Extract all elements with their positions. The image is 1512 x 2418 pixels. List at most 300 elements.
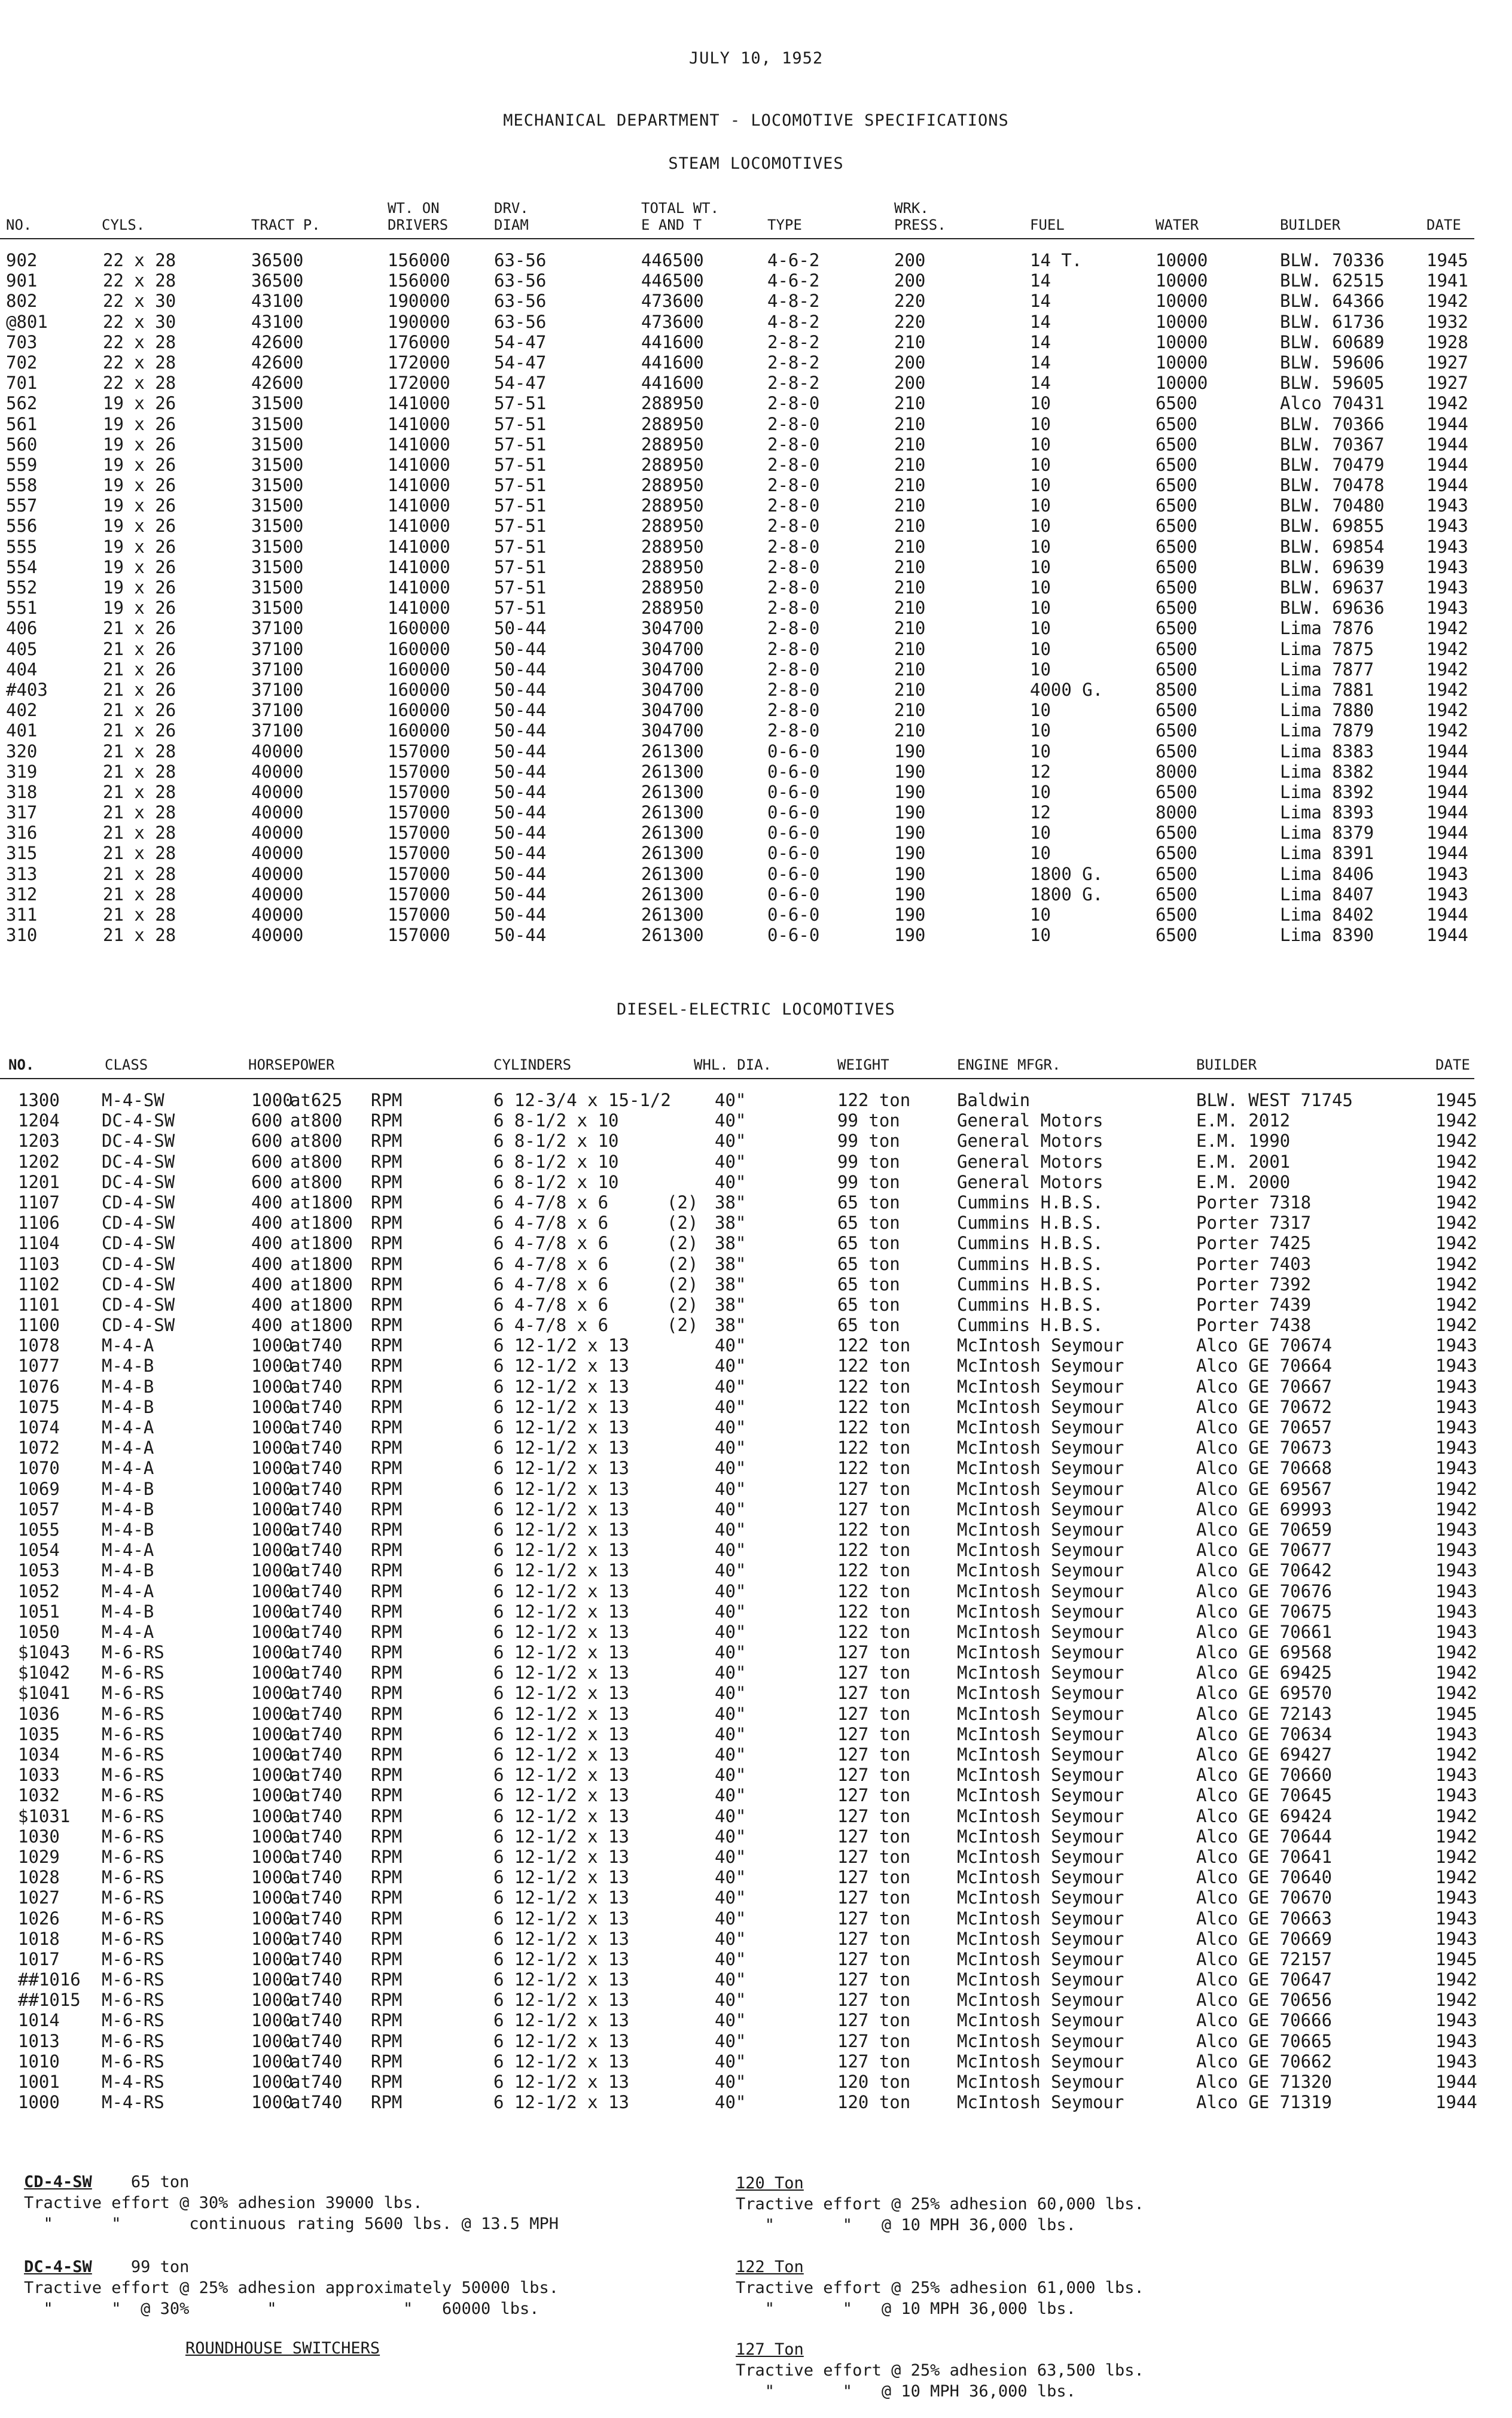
diesel-row [0, 1908, 1512, 1929]
diesel-cell-wt: 122 ton [837, 1458, 911, 1479]
diesel-cell-hp: 1000 [251, 1356, 293, 1377]
diesel-cell-whl: 40" [715, 1540, 746, 1561]
diesel-cell-no: 1010 [18, 2051, 60, 2072]
diesel-cell-at: at [290, 1213, 311, 1234]
diesel-cell-class: M-4-A [102, 1580, 154, 1601]
steam-header-press: WRK. PRESS. [894, 200, 946, 233]
steam-cell-type: 2-8-0 [767, 454, 820, 475]
diesel-cell-class: M-6-RS [102, 1990, 164, 2011]
steam-cell-press: 210 [894, 659, 926, 680]
diesel-cell-class: CD-4-SW [102, 1274, 175, 1295]
diesel-cell-cyl: 6 12-1/2 x 13 [493, 1417, 629, 1438]
steam-cell-builder: Lima 8392 [1280, 781, 1374, 802]
diesel-cell-whl: 40" [715, 1601, 746, 1622]
diesel-row [0, 1295, 1512, 1315]
diesel-cell-no: 1035 [18, 1723, 60, 1744]
diesel-cell-rpm: 740 [311, 2051, 343, 2072]
diesel-cell-class: M-6-RS [102, 1703, 164, 1724]
note-120-line1: Tractive effort @ 25% adhesion 60,000 lbs. [736, 2195, 1144, 2213]
diesel-cell-at: at [290, 2051, 311, 2072]
diesel-cell-hp: 1000 [251, 1396, 293, 1417]
steam-cell-wt: 157000 [388, 802, 450, 823]
steam-cell-cyls: 19 x 26 [103, 475, 176, 496]
steam-cell-no: 551 [6, 598, 38, 619]
steam-header-drv: DRV. DIAM [494, 200, 529, 233]
diesel-cell-whl: 40" [715, 1171, 746, 1192]
diesel-cell-date: 1943 [1435, 1580, 1477, 1601]
diesel-cell-whl: 40" [715, 1438, 746, 1458]
steam-cell-no: 552 [6, 577, 38, 598]
diesel-cell-at: at [290, 1683, 311, 1704]
steam-row [0, 516, 1512, 536]
diesel-cell-rpm: 740 [311, 1396, 343, 1417]
diesel-cell-whl: 40" [715, 1928, 746, 1949]
diesel-cell-at: at [290, 1458, 311, 1479]
steam-cell-drv: 57-51 [494, 393, 547, 414]
diesel-cell-rpm-unit: RPM [371, 1274, 403, 1295]
steam-cell-tract: 40000 [251, 761, 304, 782]
steam-cell-builder: BLW. 70478 [1280, 475, 1385, 496]
steam-cell-press: 210 [894, 475, 926, 496]
steam-row [0, 802, 1512, 823]
steam-cell-date: 1941 [1426, 270, 1468, 291]
steam-cell-drv: 57-51 [494, 536, 547, 557]
diesel-cell-no: ##1015 [18, 1990, 81, 2011]
steam-cell-builder: Lima 8407 [1280, 884, 1374, 905]
diesel-cell-wt: 99 ton [837, 1171, 900, 1192]
diesel-cell-date: 1943 [1435, 1560, 1477, 1581]
diesel-cell-class: M-4-B [102, 1356, 154, 1377]
steam-cell-builder: Lima 7877 [1280, 659, 1374, 680]
steam-cell-type: 0-6-0 [767, 741, 820, 762]
diesel-cell-eng: General Motors [957, 1131, 1103, 1152]
diesel-cell-eng: McIntosh Seymour [957, 1683, 1124, 1704]
steam-row [0, 762, 1512, 782]
steam-cell-no: 319 [6, 761, 38, 782]
diesel-cell-no: $1031 [18, 1805, 71, 1826]
diesel-cell-no: 1051 [18, 1601, 60, 1622]
diesel-cell-at: at [290, 2030, 311, 2051]
diesel-cell-rpm-unit: RPM [371, 1662, 403, 1683]
diesel-cell-whl: 40" [715, 1335, 746, 1356]
diesel-cell-rpm: 740 [311, 1969, 343, 1990]
steam-cell-press: 210 [894, 536, 926, 557]
steam-cell-date: 1942 [1426, 659, 1468, 680]
steam-cell-date: 1943 [1426, 577, 1468, 598]
steam-cell-date: 1943 [1426, 598, 1468, 619]
diesel-cell-whl: 40" [715, 1519, 746, 1540]
steam-cell-cyls: 22 x 28 [103, 352, 176, 373]
diesel-cell-hp: 1000 [251, 1805, 293, 1826]
steam-row [0, 884, 1512, 905]
diesel-cell-eng: McIntosh Seymour [957, 1723, 1124, 1744]
diesel-cell-date: 1942 [1435, 1274, 1477, 1295]
steam-cell-cyls: 21 x 28 [103, 843, 176, 864]
diesel-row [0, 1601, 1512, 1622]
steam-cell-cyls: 19 x 26 [103, 577, 176, 598]
steam-cell-water: 6500 [1156, 454, 1197, 475]
diesel-cell-class: M-4-SW [102, 1090, 164, 1110]
steam-cell-tract: 37100 [251, 700, 304, 721]
diesel-row [0, 1458, 1512, 1478]
diesel-cell-no: 1203 [18, 1131, 60, 1152]
diesel-cell-rpm-unit: RPM [371, 1621, 403, 1642]
steam-cell-builder: Alco 70431 [1280, 393, 1385, 414]
steam-cell-water: 6500 [1156, 434, 1197, 455]
diesel-cell-cyl-note: (2) [667, 1253, 699, 1274]
steam-cell-date: 1928 [1426, 331, 1468, 352]
diesel-cell-cyl-note: (2) [667, 1192, 699, 1213]
steam-cell-wt: 141000 [388, 393, 450, 414]
diesel-cell-wt: 127 ton [837, 1662, 911, 1683]
diesel-cell-whl: 40" [715, 1969, 746, 1990]
diesel-header-cyl: CYLINDERS [493, 1056, 572, 1073]
diesel-cell-no: $1041 [18, 1683, 71, 1704]
diesel-cell-at: at [290, 1846, 311, 1867]
steam-cell-press: 210 [894, 720, 926, 741]
diesel-cell-hp: 1000 [251, 1928, 293, 1949]
diesel-cell-no: 1077 [18, 1356, 60, 1377]
diesel-cell-rpm-unit: RPM [371, 1805, 403, 1826]
diesel-cell-cyl: 6 12-1/2 x 13 [493, 1540, 629, 1561]
diesel-cell-date: 1942 [1435, 1192, 1477, 1213]
steam-row [0, 332, 1512, 352]
diesel-row [0, 1335, 1512, 1356]
steam-cell-water: 6500 [1156, 618, 1197, 639]
steam-cell-type: 2-8-0 [767, 393, 820, 414]
steam-cell-fuel: 4000 G. [1030, 679, 1103, 700]
diesel-cell-at: at [290, 2092, 311, 2113]
steam-cell-wt: 172000 [388, 373, 450, 394]
diesel-cell-date: 1942 [1435, 1805, 1477, 1826]
diesel-cell-whl: 40" [715, 1765, 746, 1786]
diesel-cell-wt: 127 ton [837, 1887, 911, 1908]
diesel-cell-eng: General Motors [957, 1110, 1103, 1131]
diesel-cell-rpm-unit: RPM [371, 1519, 403, 1540]
diesel-cell-class: M-6-RS [102, 1846, 164, 1867]
steam-header-type: TYPE [767, 217, 802, 233]
steam-cell-press: 200 [894, 250, 926, 270]
diesel-cell-date: 1942 [1435, 1683, 1477, 1704]
diesel-cell-rpm-unit: RPM [371, 1356, 403, 1377]
steam-cell-builder: BLW. 70366 [1280, 413, 1385, 434]
diesel-cell-at: at [290, 1090, 311, 1110]
diesel-cell-rpm: 1800 [311, 1294, 353, 1315]
steam-cell-tract: 31500 [251, 393, 304, 414]
diesel-cell-date: 1943 [1435, 1601, 1477, 1622]
steam-cell-cyls: 19 x 26 [103, 516, 176, 537]
diesel-cell-hp: 1000 [251, 1478, 293, 1499]
diesel-cell-at: at [290, 1192, 311, 1213]
diesel-cell-eng: McIntosh Seymour [957, 1601, 1124, 1622]
steam-cell-no: 556 [6, 516, 38, 537]
diesel-cell-rpm-unit: RPM [371, 1458, 403, 1479]
steam-cell-builder: BLW. 70480 [1280, 495, 1385, 516]
diesel-cell-date: 1944 [1435, 2072, 1477, 2092]
steam-cell-wt: 160000 [388, 700, 450, 721]
steam-cell-cyls: 21 x 28 [103, 823, 176, 843]
steam-cell-total: 288950 [641, 516, 704, 537]
diesel-cell-cyl: 6 12-1/2 x 13 [493, 2010, 629, 2031]
diesel-row [0, 1192, 1512, 1213]
diesel-row [0, 1213, 1512, 1233]
note-122-title: 122 Ton [736, 2258, 804, 2276]
diesel-cell-hp: 1000 [251, 1560, 293, 1581]
diesel-cell-date: 1943 [1435, 1356, 1477, 1377]
steam-cell-drv: 50-44 [494, 802, 547, 823]
diesel-row [0, 1949, 1512, 1969]
steam-cell-builder: Lima 7876 [1280, 618, 1374, 639]
steam-cell-fuel: 14 T. [1030, 250, 1083, 270]
steam-cell-wt: 157000 [388, 905, 450, 925]
steam-cell-total: 288950 [641, 536, 704, 557]
steam-cell-fuel: 10 [1030, 475, 1051, 496]
cd-note-weight: 65 ton [130, 2173, 190, 2191]
diesel-cell-whl: 40" [715, 1458, 746, 1479]
diesel-cell-wt: 122 ton [837, 1417, 911, 1438]
note-127-ton [736, 2339, 1144, 2402]
diesel-cell-rpm: 740 [311, 1519, 343, 1540]
steam-cell-wt: 141000 [388, 598, 450, 619]
diesel-cell-date: 1943 [1435, 2051, 1477, 2072]
diesel-cell-wt: 122 ton [837, 1540, 911, 1561]
diesel-cell-rpm-unit: RPM [371, 1990, 403, 2011]
steam-cell-no: 555 [6, 536, 38, 557]
diesel-cell-hp: 1000 [251, 1376, 293, 1397]
steam-cell-tract: 37100 [251, 659, 304, 680]
diesel-cell-date: 1943 [1435, 1887, 1477, 1908]
diesel-row [0, 1662, 1512, 1683]
diesel-cell-whl: 40" [715, 1376, 746, 1397]
diesel-cell-rpm: 740 [311, 1703, 343, 1724]
diesel-cell-eng: Cummins H.B.S. [957, 1213, 1103, 1234]
diesel-cell-class: CD-4-SW [102, 1233, 175, 1254]
diesel-cell-eng: McIntosh Seymour [957, 1846, 1124, 1867]
diesel-row [0, 1540, 1512, 1560]
steam-cell-tract: 40000 [251, 802, 304, 823]
diesel-cell-wt: 99 ton [837, 1151, 900, 1172]
steam-cell-tract: 40000 [251, 843, 304, 864]
steam-cell-wt: 172000 [388, 352, 450, 373]
diesel-cell-class: M-6-RS [102, 1826, 164, 1847]
steam-cell-press: 210 [894, 454, 926, 475]
note-120-line2: " " @ 10 MPH 36,000 lbs. [736, 2216, 1076, 2234]
diesel-row [0, 1806, 1512, 1826]
diesel-cell-date: 1943 [1435, 1540, 1477, 1561]
steam-cell-total: 304700 [641, 679, 704, 700]
diesel-cell-wt: 120 ton [837, 2072, 911, 2092]
diesel-row [0, 1438, 1512, 1458]
diesel-cell-rpm-unit: RPM [371, 1723, 403, 1744]
diesel-cell-class: M-6-RS [102, 1887, 164, 1908]
diesel-cell-builder: Porter 7425 [1196, 1233, 1312, 1254]
diesel-cell-class: M-6-RS [102, 1867, 164, 1888]
roundhouse-switchers-label: ROUNDHOUSE SWITCHERS [185, 2339, 380, 2358]
diesel-cell-at: at [290, 1233, 311, 1254]
steam-cell-fuel: 10 [1030, 843, 1051, 864]
steam-cell-total: 441600 [641, 352, 704, 373]
diesel-cell-wt: 122 ton [837, 1601, 911, 1622]
diesel-cell-at: at [290, 1560, 311, 1581]
steam-cell-press: 200 [894, 270, 926, 291]
diesel-cell-builder: Alco GE 70674 [1196, 1335, 1332, 1356]
diesel-cell-hp: 1000 [251, 1458, 293, 1479]
steam-cell-fuel: 10 [1030, 577, 1051, 598]
steam-row [0, 270, 1512, 291]
diesel-cell-wt: 127 ton [837, 1785, 911, 1806]
steam-cell-tract: 40000 [251, 823, 304, 843]
diesel-cell-eng: McIntosh Seymour [957, 1908, 1124, 1929]
steam-cell-type: 2-8-0 [767, 556, 820, 577]
diesel-cell-no: 1069 [18, 1478, 60, 1499]
diesel-cell-eng: McIntosh Seymour [957, 1438, 1124, 1458]
diesel-cell-cyl: 6 12-1/2 x 13 [493, 1887, 629, 1908]
diesel-cell-no: 1030 [18, 1826, 60, 1847]
diesel-cell-at: at [290, 1131, 311, 1152]
steam-cell-builder: Lima 7881 [1280, 679, 1374, 700]
steam-cell-no: 701 [6, 373, 38, 394]
steam-cell-water: 6500 [1156, 556, 1197, 577]
steam-cell-fuel: 14 [1030, 291, 1051, 312]
diesel-cell-hp: 1000 [251, 1642, 293, 1663]
diesel-cell-wt: 120 ton [837, 2092, 911, 2113]
diesel-cell-whl: 38" [715, 1233, 746, 1254]
steam-header-row [0, 190, 1512, 238]
steam-row [0, 312, 1512, 332]
steam-cell-total: 288950 [641, 475, 704, 496]
diesel-cell-at: at [290, 1826, 311, 1847]
steam-cell-builder: Lima 8379 [1280, 823, 1374, 843]
diesel-cell-date: 1942 [1435, 1131, 1477, 1152]
diesel-cell-no: $1042 [18, 1662, 71, 1683]
diesel-cell-rpm-unit: RPM [371, 1601, 403, 1622]
steam-cell-type: 2-8-0 [767, 598, 820, 619]
diesel-cell-hp: 1000 [251, 1826, 293, 1847]
diesel-cell-builder: Alco GE 69570 [1196, 1683, 1332, 1704]
diesel-row [0, 2031, 1512, 2051]
diesel-cell-hp: 1000 [251, 1580, 293, 1601]
steam-cell-drv: 63-56 [494, 291, 547, 312]
steam-cell-total: 288950 [641, 598, 704, 619]
diesel-cell-builder: Alco GE 69993 [1196, 1499, 1332, 1519]
diesel-cell-cyl: 6 12-1/2 x 13 [493, 1396, 629, 1417]
steam-cell-water: 6500 [1156, 823, 1197, 843]
steam-cell-drv: 50-44 [494, 679, 547, 700]
diesel-row [0, 1254, 1512, 1274]
diesel-cell-no: 1054 [18, 1540, 60, 1561]
diesel-header-class: CLASS [105, 1056, 148, 1073]
diesel-cell-whl: 40" [715, 1642, 746, 1663]
steam-cell-type: 0-6-0 [767, 802, 820, 823]
diesel-cell-class: M-4-B [102, 1560, 154, 1581]
steam-cell-water: 10000 [1156, 291, 1208, 312]
diesel-cell-builder: Alco GE 70634 [1196, 1723, 1332, 1744]
steam-cell-date: 1944 [1426, 761, 1468, 782]
steam-cell-no: 405 [6, 638, 38, 659]
steam-cell-cyls: 19 x 26 [103, 556, 176, 577]
steam-cell-no: 702 [6, 352, 38, 373]
steam-cell-cyls: 19 x 26 [103, 454, 176, 475]
steam-cell-press: 210 [894, 679, 926, 700]
diesel-cell-rpm-unit: RPM [371, 1580, 403, 1601]
steam-cell-cyls: 19 x 26 [103, 434, 176, 455]
diesel-cell-no: 1032 [18, 1785, 60, 1806]
diesel-cell-cyl: 6 4-7/8 x 6 [493, 1192, 609, 1213]
diesel-cell-eng: McIntosh Seymour [957, 1499, 1124, 1519]
diesel-cell-eng: McIntosh Seymour [957, 1785, 1124, 1806]
steam-row [0, 823, 1512, 843]
diesel-cell-whl: 38" [715, 1253, 746, 1274]
diesel-row [0, 1929, 1512, 1949]
diesel-cell-class: M-6-RS [102, 1765, 164, 1786]
diesel-cell-rpm-unit: RPM [371, 1744, 403, 1765]
diesel-cell-eng: General Motors [957, 1151, 1103, 1172]
diesel-cell-rpm-unit: RPM [371, 1540, 403, 1561]
diesel-cell-builder: Alco GE 70661 [1196, 1621, 1332, 1642]
steam-cell-builder: BLW. 69637 [1280, 577, 1385, 598]
diesel-cell-eng: McIntosh Seymour [957, 1990, 1124, 2011]
diesel-cell-class: M-4-RS [102, 2072, 164, 2092]
diesel-cell-at: at [290, 1785, 311, 1806]
steam-row [0, 639, 1512, 659]
diesel-cell-class: M-6-RS [102, 1662, 164, 1683]
diesel-cell-whl: 40" [715, 1744, 746, 1765]
diesel-cell-cyl: 6 4-7/8 x 6 [493, 1233, 609, 1254]
diesel-cell-builder: Alco GE 70669 [1196, 1928, 1332, 1949]
steam-cell-water: 8000 [1156, 802, 1197, 823]
steam-cell-fuel: 10 [1030, 454, 1051, 475]
steam-cell-date: 1932 [1426, 311, 1468, 332]
steam-cell-cyls: 21 x 28 [103, 741, 176, 762]
diesel-cell-rpm: 740 [311, 1560, 343, 1581]
diesel-row [0, 1826, 1512, 1847]
steam-header-tract: TRACT P. [251, 217, 321, 233]
diesel-cell-whl: 40" [715, 1090, 746, 1110]
diesel-cell-hp: 1000 [251, 1090, 293, 1110]
steam-cell-no: 313 [6, 863, 38, 884]
steam-cell-fuel: 14 [1030, 311, 1051, 332]
diesel-cell-rpm: 740 [311, 1335, 343, 1356]
steam-cell-total: 261300 [641, 741, 704, 762]
diesel-cell-hp: 600 [251, 1171, 283, 1192]
diesel-cell-rpm: 740 [311, 1683, 343, 1704]
diesel-cell-wt: 127 ton [837, 1846, 911, 1867]
steam-cell-drv: 63-56 [494, 250, 547, 270]
steam-cell-wt: 141000 [388, 475, 450, 496]
diesel-cell-cyl: 6 12-1/2 x 13 [493, 1458, 629, 1479]
diesel-cell-rpm-unit: RPM [371, 2051, 403, 2072]
diesel-cell-whl: 40" [715, 1908, 746, 1929]
diesel-header-whl: WHL. DIA. [694, 1056, 772, 1073]
steam-cell-tract: 40000 [251, 781, 304, 802]
diesel-cell-hp: 1000 [251, 1744, 293, 1765]
diesel-cell-date: 1943 [1435, 1458, 1477, 1479]
steam-cell-builder: Lima 8402 [1280, 905, 1374, 925]
steam-cell-press: 210 [894, 618, 926, 639]
diesel-cell-rpm: 740 [311, 1376, 343, 1397]
steam-cell-tract: 31500 [251, 516, 304, 537]
steam-cell-wt: 157000 [388, 884, 450, 905]
steam-cell-drv: 57-51 [494, 577, 547, 598]
steam-cell-fuel: 14 [1030, 270, 1051, 291]
diesel-cell-hp: 400 [251, 1274, 283, 1295]
diesel-cell-rpm: 740 [311, 1928, 343, 1949]
diesel-row [0, 2010, 1512, 2030]
diesel-cell-wt: 127 ton [837, 1703, 911, 1724]
steam-cell-water: 6500 [1156, 884, 1197, 905]
steam-cell-press: 200 [894, 352, 926, 373]
diesel-cell-hp: 1000 [251, 1540, 293, 1561]
